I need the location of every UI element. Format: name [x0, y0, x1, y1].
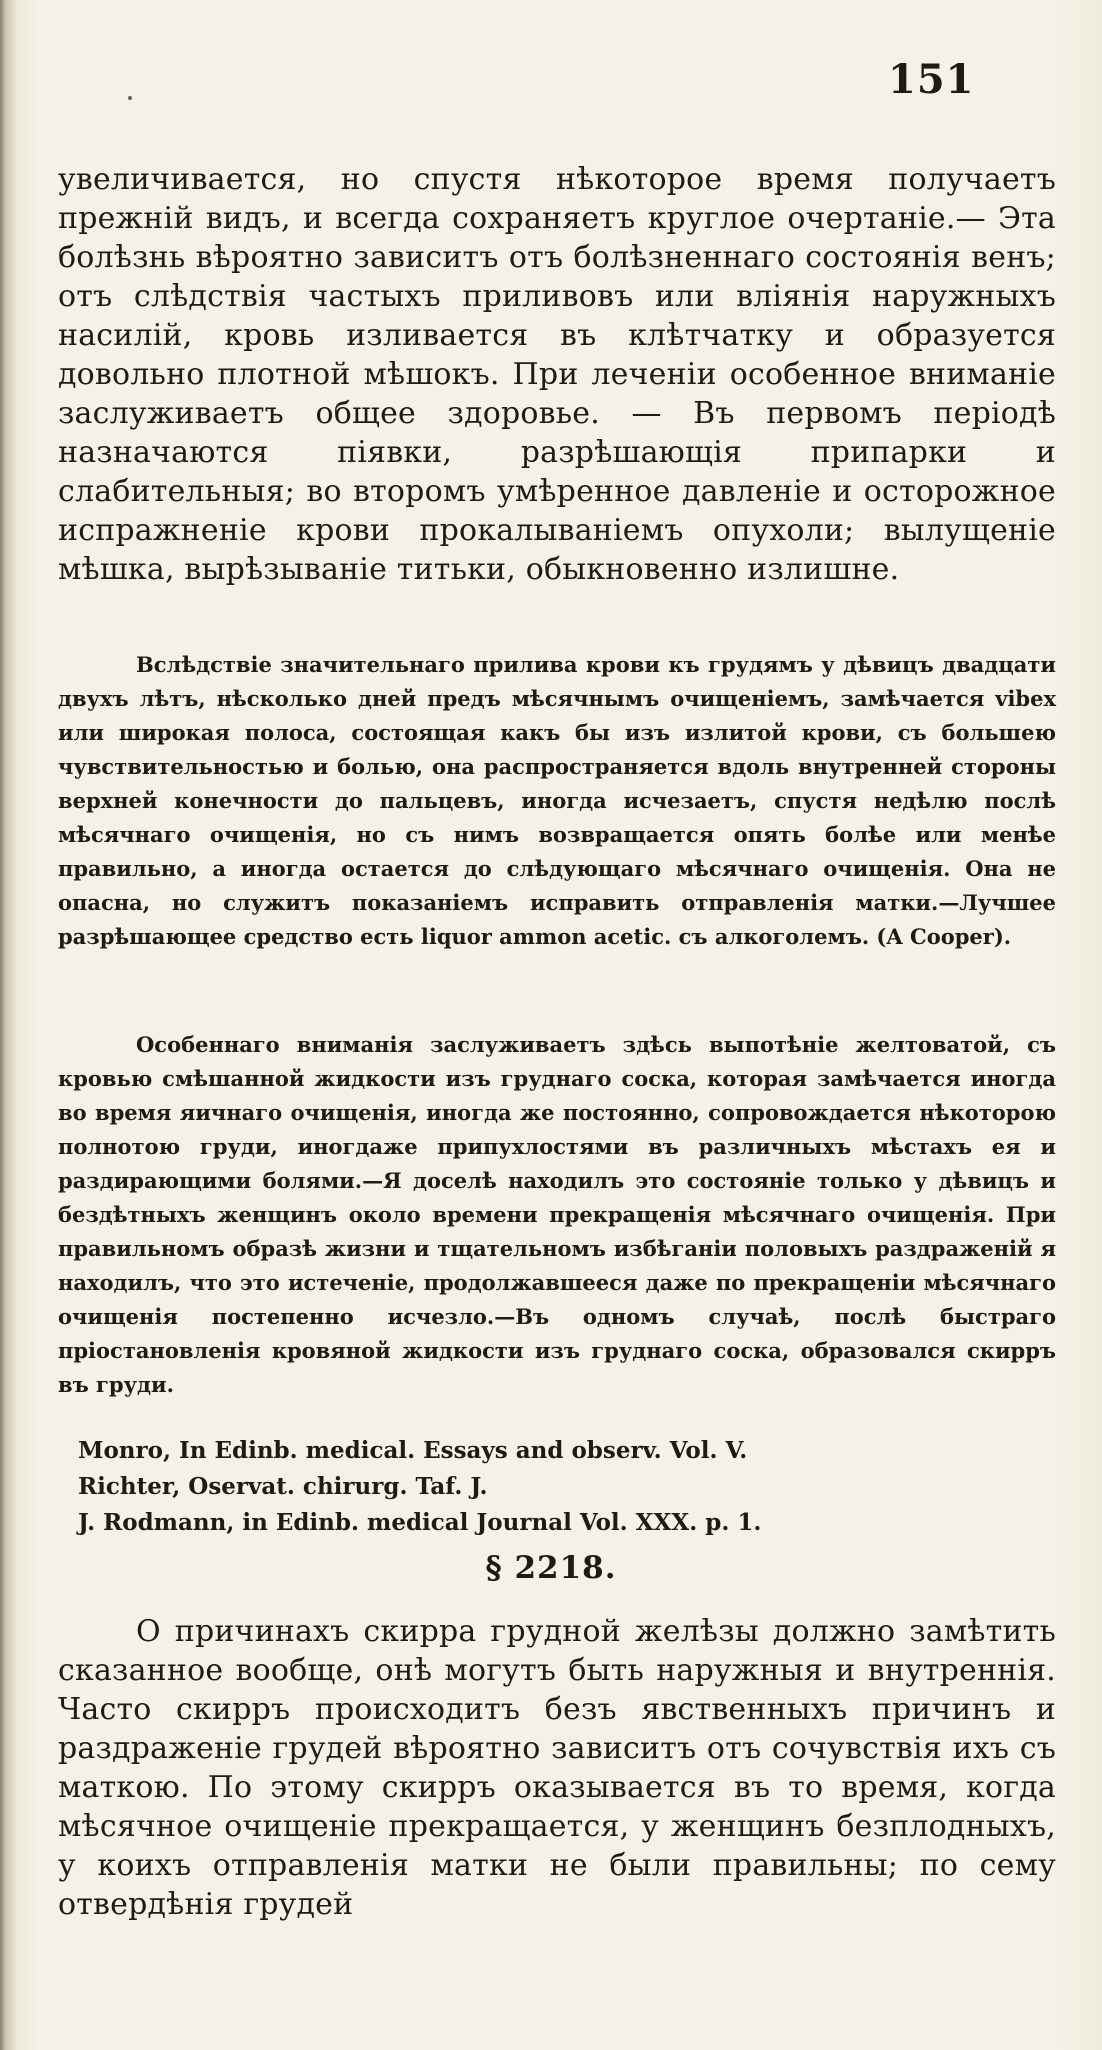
references-list [78, 1433, 1076, 1541]
page-number: 151 [888, 56, 975, 103]
section-heading: § 2218. [485, 1550, 617, 1586]
reference-item: Monro, In Edinb. medical. Essays and observ. Vol. V. [78, 1437, 748, 1464]
reference-item: Richter, Oservat. chirurg. Taf. J. [78, 1473, 488, 1500]
paragraph-text: Вслѣдствіе значительнаго прилива крови къ грудямъ у дѣвицъ двадцати двухъ лѣтъ, нѣсколько дней предъ мѣсячнымъ очищеніемъ, замѣчается vibex или широкая полоса, состоящая какъ бы изъ излитой крови, съ большею чувствительностью и болью, она распространяется вдоль внутренней стороны верхней конечности до пальцевъ, иногда исчезаетъ, спустя недѣлю послѣ мѣсячнаго очищенія, но съ нимъ возвращается опять болѣе или менѣе правильно, а иногда остается до слѣдующаго мѣсячнаго очищенія. Она не опасна, но служитъ показаніемъ исправить отправленія матки.—Лучшее разрѣшающее средство есть liquor ammon acetic. съ алкоголемъ. (A Cooper). [58, 652, 1056, 949]
note-paragraph-nipple-discharge [58, 1028, 1056, 1402]
paragraph-continuation [58, 160, 1056, 589]
note-paragraph-vibex [58, 648, 1056, 954]
paragraph-text: Особеннаго вниманія заслуживаетъ здѣсь выпотѣніе желтоватой, съ кровью смѣшанной жидкости изъ груднаго соска, которая замѣчается иногда во время яичнаго очищенія, иногда же постоянно, сопровождается нѣкоторою полнотою груди, иногдаже припухлостями въ различныхъ мѣстахъ ея и раздирающими болями.—Я доселѣ находилъ это состояніе только у дѣвицъ и бездѣтныхъ женщинъ около времени прекращенія мѣсячнаго очищенія. При правильномъ образѣ жизни и тщательномъ избѣганіи половыхъ раздраженій я находилъ, что это истеченіе, продолжавшееся даже по прекращеніи мѣсячнаго очищенія постепенно исчезло.—Въ одномъ случаѣ, послѣ быстраго пріостановленія кровяной жидкости изъ груднаго соска, образовался скирръ въ груди. [58, 1032, 1056, 1397]
paragraph-text: О причинахъ скирра грудной желѣзы должно замѣтить сказанное вообще, онѣ могутъ быть наружныя и внутреннія. Часто скирръ происходитъ безъ явственныхъ причинъ и раздраженіе грудей вѣроятно зависитъ отъ сочувствія ихъ съ маткою. По этому скирръ оказывается въ то время, когда мѣсячное очищеніе прекращается, у женщинъ безплодныхъ, у коихъ отправленія матки не были правильны; по сему отвердѣнія грудей [58, 1614, 1056, 1922]
paragraph-scirrhus-causes [58, 1612, 1056, 1924]
reference-item: J. Rodmann, in Edinb. medical Journal Vol. XXX. p. 1. [78, 1509, 762, 1536]
paragraph-text: увеличивается, но спустя нѣкоторое время получаетъ прежній видъ, и всегда сохраняетъ круглое очертаніе.— Эта болѣзнь вѣроятно зависитъ отъ болѣзненнаго состоянія венъ; отъ слѣдствія частыхъ приливовъ или вліянія наружныхъ насилій, кровь изливается въ клѣтчатку и образуется довольно плотной мѣшокъ. При леченіи особенное вниманіе заслуживаетъ общее здоровье. — Въ первомъ періодѣ назначаются піявки, разрѣшающія припарки и слабительныя; во второмъ умѣренное давленіе и осторожное испражненіе крови прокалываніемъ опухоли; вылущеніе мѣшка, вырѣзываніе титьки, обыкновенно излишне. [58, 162, 1056, 587]
ink-speck [128, 96, 132, 100]
